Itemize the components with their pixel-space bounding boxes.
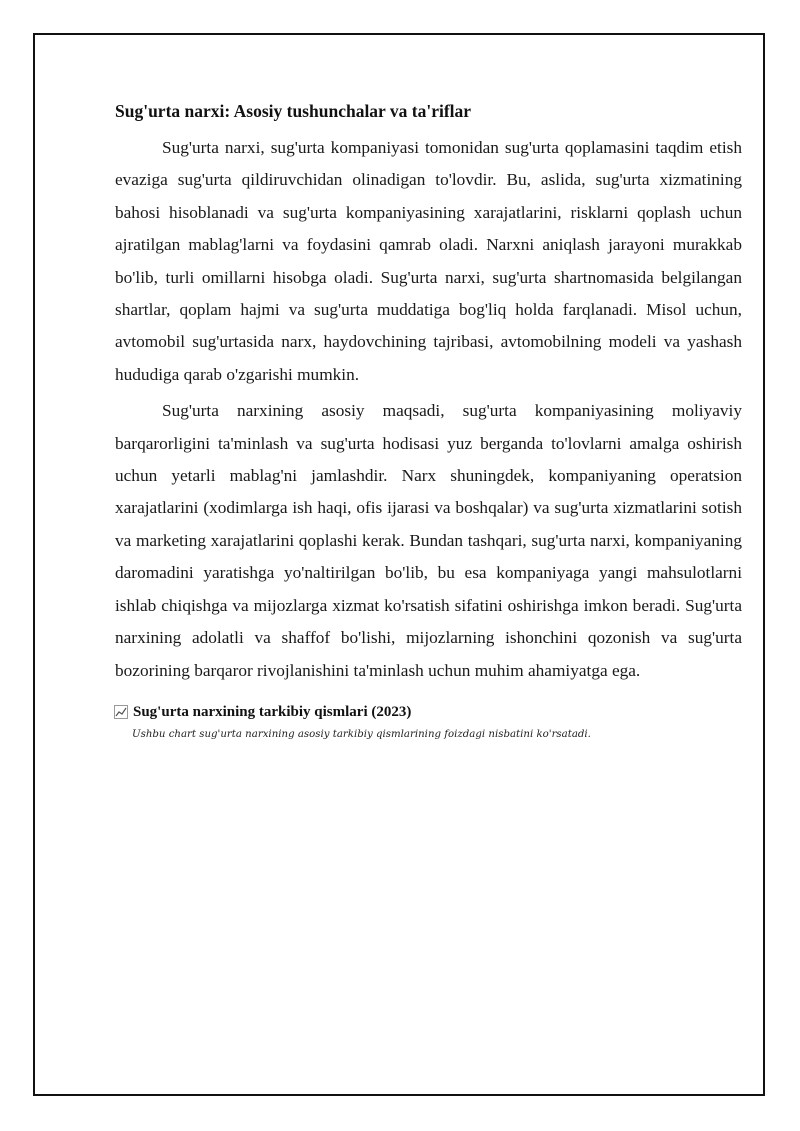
paragraph-2: Sug'urta narxining asosiy maqsadi, sug'urta kompaniyasining moliyaviy barqarorligini ta'minlash va sug'urta hodisasi yuz berganda to'lovlarni amalga oshirish uchun yetarli mablag'ni jamlashdir. Narx shuningdek, kompaniyaning operatsion xarajatlarini (xodimlarga ish haqi, ofis ijarasi va boshqalar) va sug'urta xizmatlarini sotish va marketing xarajatlarini qoplashi kerak. Bundan tashqari, sug'urta narxi, kompaniyaning daromadini yaratishga yo'naltirilgan bo'lib, bu esa kompaniyaga yangi mahsulotlarni ishlab chiqishga va mijozlarga xizmat ko'rsatish sifatini oshirishga imkon beradi. Sug'urta narxining adolatli va shaffof bo'lishi, mijozlarning ishonchini qozonish va sug'urta bozorining barqaror rivojlanishini ta'minlash uchun muhim ahamiyatga ega. [115,401,742,680]
document-body [115,97,742,742]
paragraph-1: Sug'urta narxi, sug'urta kompaniyasi tomonidan sug'urta qoplamasini taqdim etish evaziga sug'urta qildiruvchidan olinadigan to'lovdir. Bu, aslida, sug'urta xizmatining bahosi hisoblanadi va sug'urta kompaniyasining xarajatlarini, risklarni qoplash uchun ajratilgan mablag'larni va foydasini qamrab oladi. Narxni aniqlash jarayoni murakkab bo'lib, turli omillarni hisobga oladi. Sug'urta narxi, sug'urta shartnomasida belgilangan shartlar, qoplam hajmi va sug'urta muddatiga bog'liq holda farqlanadi. Misol uchun, avtomobil sug'urtasida narx, haydovchining tajribasi, avtomobilning modeli va yashash hududiga qarab o'zgarishi mumkin. [115,138,742,384]
chart-increasing-icon [114,705,128,719]
chart-caption-block [114,702,742,742]
chart-subtitle: Ushbu chart sug'urta narxining asosiy tarkibiy qismlarining foizdagi nisbatini ko'rsatadi. [132,728,591,740]
chart-title: Sug'urta narxining tarkibiy qismlari (2023) [133,703,412,720]
chart-title-row [114,702,742,722]
section-heading: Sug'urta narxi: Asosiy tushunchalar va ta'riflar [115,101,472,121]
